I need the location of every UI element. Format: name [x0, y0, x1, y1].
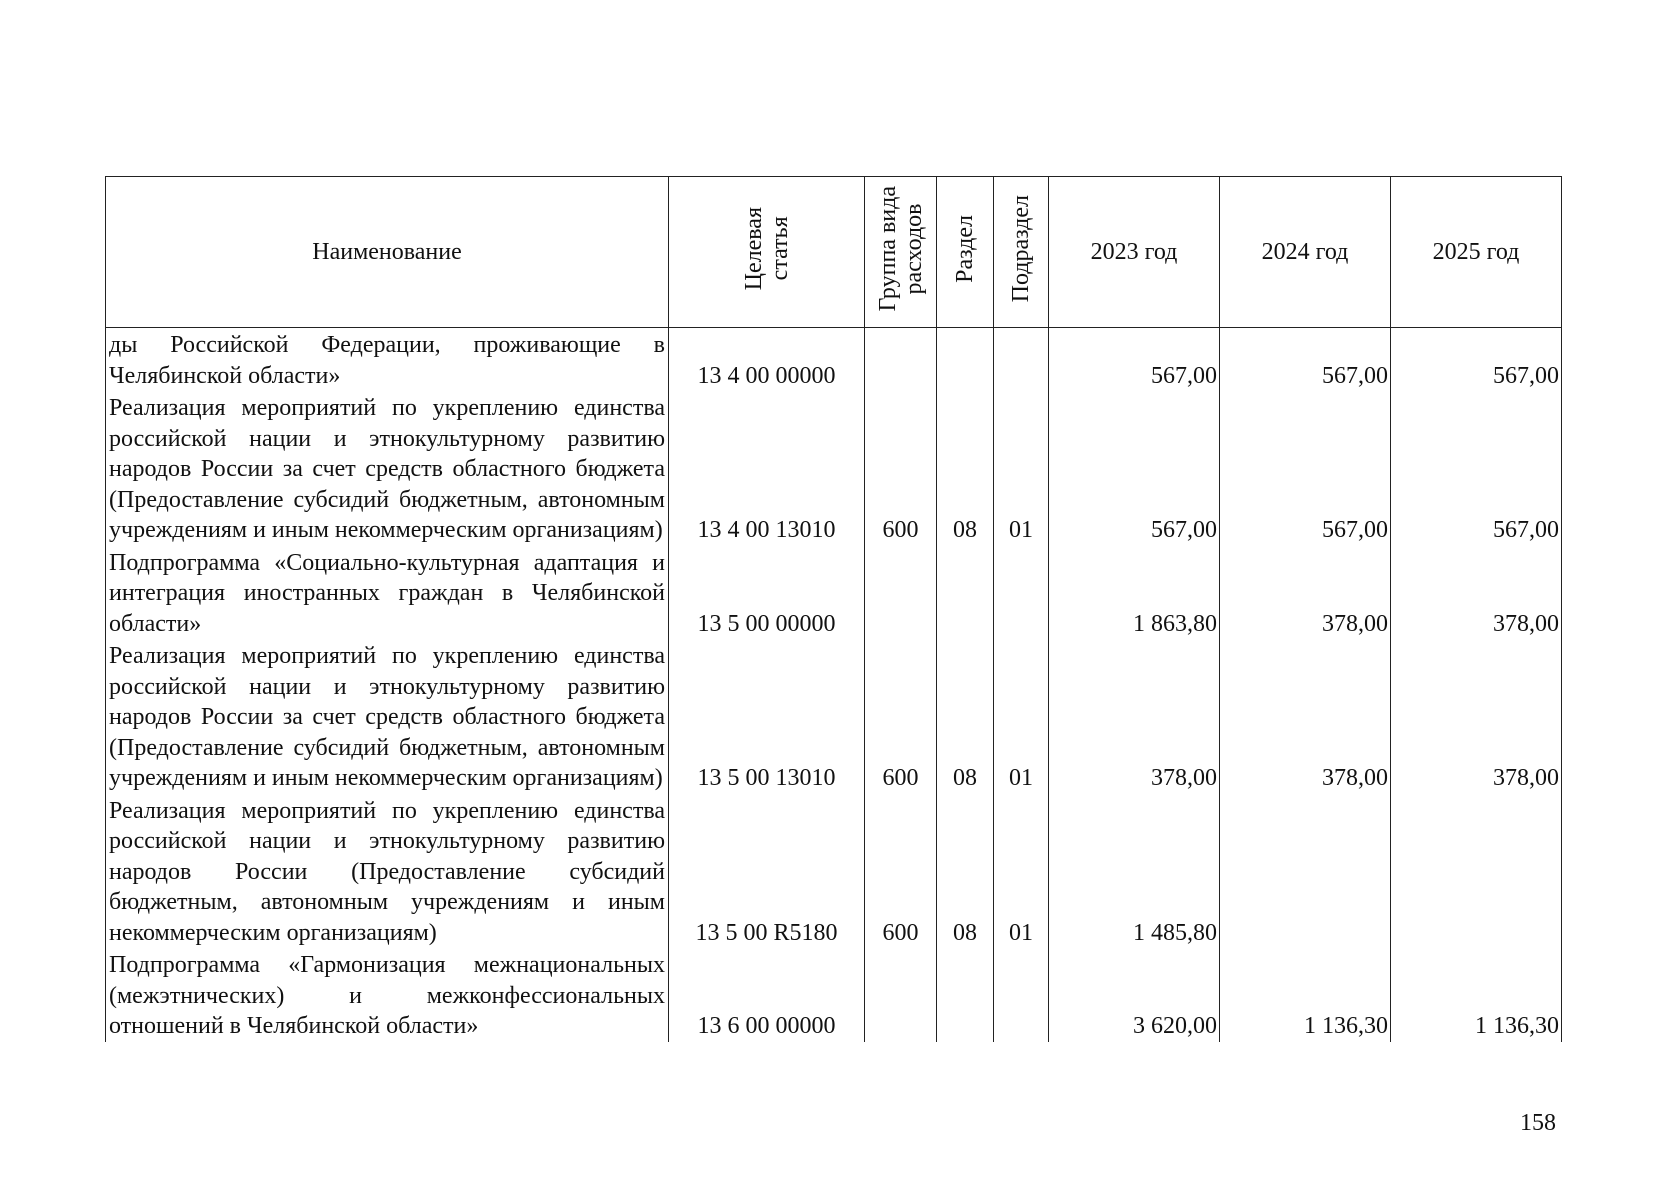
row-2023: 567,00: [1049, 391, 1220, 546]
row-2025: 1 136,30: [1391, 948, 1562, 1042]
row-group: 600: [865, 639, 937, 794]
row-group: [865, 546, 937, 640]
row-target: 13 4 00 13010: [669, 391, 865, 546]
row-subsection: 01: [994, 794, 1049, 949]
row-subsection: 01: [994, 391, 1049, 546]
row-group: 600: [865, 391, 937, 546]
header-2023: [1049, 177, 1220, 328]
header-name: [106, 177, 669, 328]
header-2024-label: 2024 год: [1261, 238, 1349, 265]
table-row: [106, 639, 1562, 794]
header-section-label: Раздел: [952, 214, 978, 283]
row-2023: 1 863,80: [1049, 546, 1220, 640]
row-name: Подпрограмма «Гармонизация межнациональных (межэтнических) и межконфессиональных отношений в Челябинской области»: [106, 948, 669, 1042]
row-target: 13 5 00 13010: [669, 639, 865, 794]
row-section: 08: [937, 639, 994, 794]
table-row: [106, 948, 1562, 1042]
row-section: 08: [937, 391, 994, 546]
row-2024: 378,00: [1220, 639, 1391, 794]
row-group: [865, 948, 937, 1042]
row-name: Подпрограмма «Социально-культурная адаптация и интеграция иностранных граждан в Челябинской области»: [106, 546, 669, 640]
header-2024: [1220, 177, 1391, 328]
row-target: 13 6 00 00000: [669, 948, 865, 1042]
row-group: 600: [865, 794, 937, 949]
budget-table: [105, 176, 1562, 1042]
row-2023: 378,00: [1049, 639, 1220, 794]
row-2024: 378,00: [1220, 546, 1391, 640]
row-group: [865, 328, 937, 392]
page-number: 158: [1520, 1110, 1556, 1136]
row-name: Реализация мероприятий по укреплению единства российской нации и этнокультурному развитию народов России за счет средств областного бюджета (Предоставление субсидий бюджетным, автономным учреждениям и иным некоммерческим организациям): [106, 391, 669, 546]
row-2024: 567,00: [1220, 328, 1391, 392]
table-header: [106, 177, 1562, 328]
row-subsection: [994, 948, 1049, 1042]
row-2023: 567,00: [1049, 328, 1220, 392]
row-name: ды Российской Федерации, проживающие в Челябинской области»: [106, 328, 669, 392]
table-body: [106, 328, 1562, 1042]
row-subsection: [994, 328, 1049, 392]
header-2025-label: 2025 год: [1432, 238, 1520, 265]
row-name: Реализация мероприятий по укреплению единства российской нации и этнокультурному развитию народов России (Предоставление субсидий бюджетным, автономным учреждениям и иным некоммерческим организациям): [106, 794, 669, 949]
row-2024: [1220, 794, 1391, 949]
header-row: [106, 177, 1562, 328]
table-row: [106, 391, 1562, 546]
row-section: 08: [937, 794, 994, 949]
row-target: 13 5 00 R5180: [669, 794, 865, 949]
row-2024: 567,00: [1220, 391, 1391, 546]
row-subsection: [994, 546, 1049, 640]
header-group-label: Группа вида расходов: [874, 185, 927, 312]
header-target-label: Целевая статья: [740, 206, 793, 291]
table-row: [106, 546, 1562, 640]
header-section: [937, 177, 994, 328]
row-2024: 1 136,30: [1220, 948, 1391, 1042]
row-2025: [1391, 794, 1562, 949]
row-section: [937, 948, 994, 1042]
row-target: 13 4 00 00000: [669, 328, 865, 392]
header-2023-label: 2023 год: [1090, 238, 1178, 265]
header-subsection-label: Подраздел: [1008, 194, 1034, 303]
row-section: [937, 546, 994, 640]
row-target: 13 5 00 00000: [669, 546, 865, 640]
row-section: [937, 328, 994, 392]
header-subsection: [994, 177, 1049, 328]
row-subsection: 01: [994, 639, 1049, 794]
header-target: [669, 177, 865, 328]
table-row: [106, 328, 1562, 392]
row-2023: 1 485,80: [1049, 794, 1220, 949]
row-name: Реализация мероприятий по укреплению единства российской нации и этнокультурному развитию народов России за счет средств областного бюджета (Предоставление субсидий бюджетным, автономным учреждениям и иным некоммерческим организациям): [106, 639, 669, 794]
row-2025: 567,00: [1391, 391, 1562, 546]
row-2025: 378,00: [1391, 546, 1562, 640]
header-group: [865, 177, 937, 328]
row-2025: 567,00: [1391, 328, 1562, 392]
table-row: [106, 794, 1562, 949]
header-2025: [1391, 177, 1562, 328]
header-name-label: Наименование: [312, 238, 462, 265]
row-2023: 3 620,00: [1049, 948, 1220, 1042]
row-2025: 378,00: [1391, 639, 1562, 794]
